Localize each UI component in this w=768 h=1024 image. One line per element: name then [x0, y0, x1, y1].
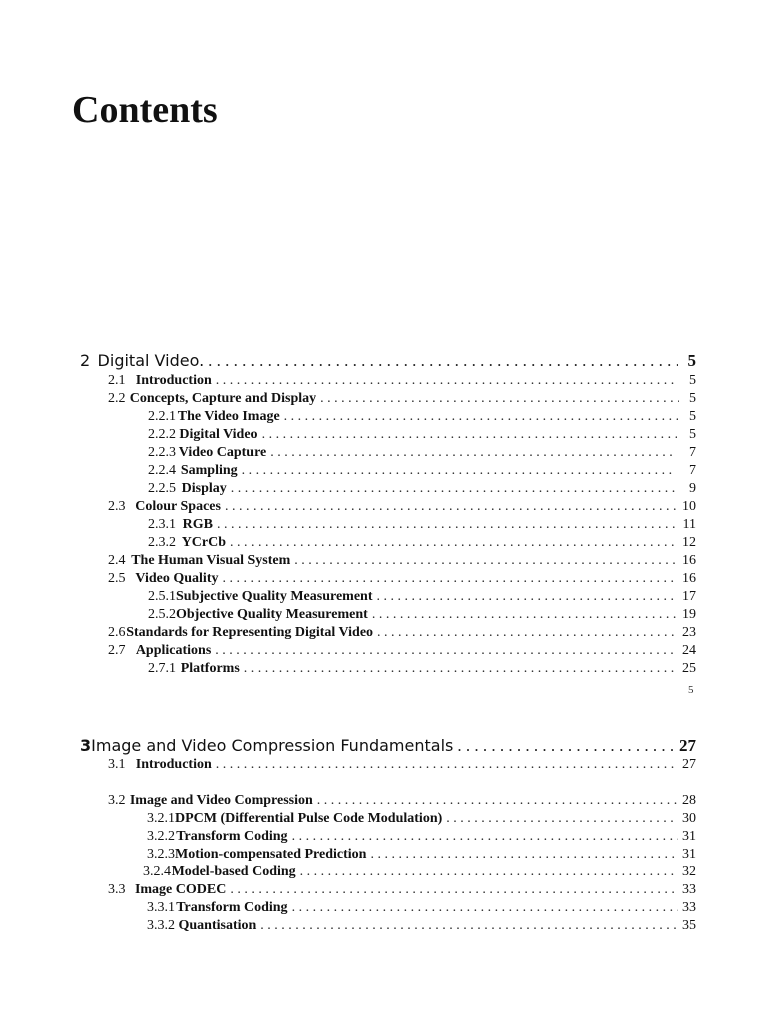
dot-leader — [372, 606, 678, 624]
chapter-number: 3 — [80, 736, 92, 755]
section-number: 2.4 — [108, 553, 126, 568]
page-number: 10 — [682, 499, 696, 514]
section-number: 3.1 — [108, 757, 126, 772]
toc-chapter-3[interactable] — [80, 735, 696, 757]
section-title: Concepts, Capture and Display — [129, 391, 317, 406]
toc-entry-3-2-3[interactable] — [147, 846, 696, 864]
dot-leader — [446, 810, 678, 828]
toc-entry-3-3-2[interactable] — [147, 917, 696, 935]
toc-entry-3-1[interactable] — [108, 756, 696, 774]
dot-leader — [294, 552, 678, 570]
section-title: Image and Video Compression — [129, 793, 313, 808]
section-title: DPCM (Differential Pulse Code Modulation) — [175, 811, 443, 826]
dot-leader — [292, 828, 678, 846]
page-number: 30 — [682, 811, 696, 826]
toc-entry-2-3[interactable] — [108, 498, 696, 516]
section-number: 2.3.1 — [148, 517, 176, 532]
dot-leader — [216, 372, 676, 390]
page-number: 31 — [681, 829, 696, 844]
page-number: 24 — [682, 643, 696, 658]
toc-entry-2-7-1[interactable] — [148, 660, 696, 678]
section-number: 2.2.4 — [148, 463, 176, 478]
dot-leader — [284, 408, 678, 426]
toc-entry-3-2-4[interactable] — [143, 863, 696, 881]
page-number: 12 — [681, 535, 696, 550]
toc-entry-3-3-1[interactable] — [147, 899, 696, 917]
section-title: Platforms — [180, 661, 240, 676]
stray-page-mark: 5 — [688, 684, 694, 696]
page-number: 28 — [682, 793, 696, 808]
dot-leader — [300, 863, 678, 881]
dot-leader — [377, 624, 678, 642]
section-title: Colour Spaces — [135, 499, 221, 514]
chapter-number: 2 — [80, 351, 91, 370]
chapter-title: Digital Video. — [97, 351, 205, 370]
dot-leader — [320, 390, 679, 408]
toc-chapter-2[interactable] — [80, 350, 696, 372]
section-title: Model-based Coding — [171, 864, 296, 879]
section-title: Objective Quality Measurement — [176, 607, 368, 622]
section-number: 2.6 — [108, 625, 126, 640]
page-number: 5 — [689, 409, 696, 424]
section-title: Introduction — [135, 757, 212, 772]
page-number: 5 — [689, 391, 696, 406]
dot-leader — [244, 660, 677, 678]
page-number: 25 — [681, 661, 696, 676]
page-number: 33 — [681, 900, 696, 915]
section-title: Image CODEC — [134, 882, 227, 897]
section-title: Transform Coding — [176, 900, 288, 915]
dot-leader — [217, 516, 675, 534]
dot-leader — [457, 735, 675, 757]
toc-entry-2-4[interactable] — [108, 552, 696, 570]
section-number: 2.5.2 — [148, 607, 176, 622]
section-number: 3.3 — [108, 882, 126, 897]
section-title: RGB — [182, 517, 213, 532]
dot-leader — [317, 792, 678, 810]
section-title: Quantisation — [178, 918, 257, 933]
dot-leader — [230, 534, 676, 552]
section-title: Video Quality — [135, 571, 219, 586]
page-number: 17 — [682, 589, 696, 604]
dot-leader — [242, 462, 677, 480]
chapter-title: Image and Video Compression Fundamentals — [91, 736, 454, 755]
toc-entry-3-2[interactable] — [108, 792, 696, 810]
section-number: 2.7 — [108, 643, 126, 658]
page-number: 27 — [681, 757, 696, 772]
page-number: 16 — [682, 553, 696, 568]
page-number: 7 — [689, 445, 696, 460]
section-number: 2.7.1 — [148, 661, 176, 676]
page-number: 9 — [688, 481, 696, 496]
section-title: Display — [181, 481, 227, 496]
dot-leader — [292, 899, 678, 917]
section-number: 3.3.2 — [147, 918, 175, 933]
page-number: 23 — [682, 625, 696, 640]
page-number: 5 — [687, 351, 696, 370]
section-title: Transform Coding — [176, 829, 288, 844]
section-title: Subjective Quality Measurement — [176, 589, 373, 604]
page-number: 32 — [682, 864, 696, 879]
dot-leader — [215, 642, 675, 660]
toc-entry-2-2-4[interactable] — [148, 462, 696, 480]
section-number: 3.2.1 — [147, 811, 175, 826]
dot-leader — [231, 480, 676, 498]
section-number: 2.5 — [108, 571, 126, 586]
page-number: 7 — [689, 463, 696, 478]
section-number: 2.2.1 — [148, 409, 176, 424]
toc-entry-2-2-3[interactable] — [148, 444, 696, 462]
page-number: 33 — [681, 882, 696, 897]
toc-entry-2-1[interactable] — [108, 372, 696, 390]
section-number: 2.5.1 — [148, 589, 176, 604]
page-number: 19 — [682, 607, 696, 622]
toc-entry-2-3-1[interactable] — [148, 516, 696, 534]
section-title: Standards for Representing Digital Video — [126, 625, 374, 640]
toc-entry-2-5[interactable] — [108, 570, 696, 588]
dot-leader — [208, 350, 678, 372]
dot-leader — [216, 756, 676, 774]
dot-leader — [260, 917, 677, 935]
toc-entry-3-2-2[interactable] — [147, 828, 696, 846]
page-number: 11 — [682, 517, 696, 532]
toc-entry-3-2-1[interactable] — [147, 810, 696, 828]
section-title: Digital Video — [179, 427, 258, 442]
toc-entry-2-2-2[interactable] — [148, 426, 696, 444]
section-title: Sampling — [180, 463, 238, 478]
dot-leader — [370, 846, 678, 864]
section-title: Video Capture — [178, 445, 267, 460]
section-title: Applications — [135, 643, 212, 658]
page-number: 16 — [682, 571, 696, 586]
section-number: 2.2.5 — [148, 481, 176, 496]
page-number: 5 — [688, 427, 696, 442]
dot-leader — [223, 570, 676, 588]
page-number: 27 — [679, 736, 696, 755]
page-number: 35 — [681, 918, 696, 933]
toc-entry-2-7[interactable] — [108, 642, 696, 660]
toc-entry-3-3[interactable] — [108, 881, 696, 899]
section-number: 2.2 — [108, 391, 126, 406]
section-number: 3.2.4 — [143, 864, 171, 879]
section-number: 3.2 — [108, 793, 126, 808]
page-number: 31 — [682, 847, 696, 862]
section-title: Motion-compensated Prediction — [175, 847, 367, 862]
toc-entry-2-6[interactable] — [108, 624, 696, 642]
section-number: 2.2.2 — [148, 427, 176, 442]
toc-entry-2-5-1[interactable] — [148, 588, 696, 606]
dot-leader — [230, 881, 676, 899]
section-number: 3.2.3 — [147, 847, 175, 862]
page-title: Contents — [72, 89, 218, 131]
dot-leader — [262, 426, 677, 444]
toc-entry-2-2-5[interactable] — [148, 480, 696, 498]
section-number: 2.1 — [108, 373, 126, 388]
section-number: 2.3.2 — [148, 535, 176, 550]
page-number: 5 — [688, 373, 696, 388]
toc-entry-2-2-1[interactable] — [148, 408, 696, 426]
section-number: 3.2.2 — [147, 829, 175, 844]
section-number: 2.2.3 — [148, 445, 176, 460]
section-title: YCrCb — [181, 535, 227, 550]
dot-leader — [225, 498, 676, 516]
section-title: The Video Image — [177, 409, 280, 424]
dot-leader — [377, 588, 679, 606]
section-number: 3.3.1 — [147, 900, 175, 915]
toc-entry-2-3-2[interactable] — [148, 534, 696, 552]
section-number: 2.3 — [108, 499, 126, 514]
toc-entry-2-2[interactable] — [108, 390, 696, 408]
dot-leader — [270, 444, 677, 462]
section-title: Introduction — [135, 373, 212, 388]
toc-entry-2-5-2[interactable] — [148, 606, 696, 624]
section-title: The Human Visual System — [131, 553, 291, 568]
